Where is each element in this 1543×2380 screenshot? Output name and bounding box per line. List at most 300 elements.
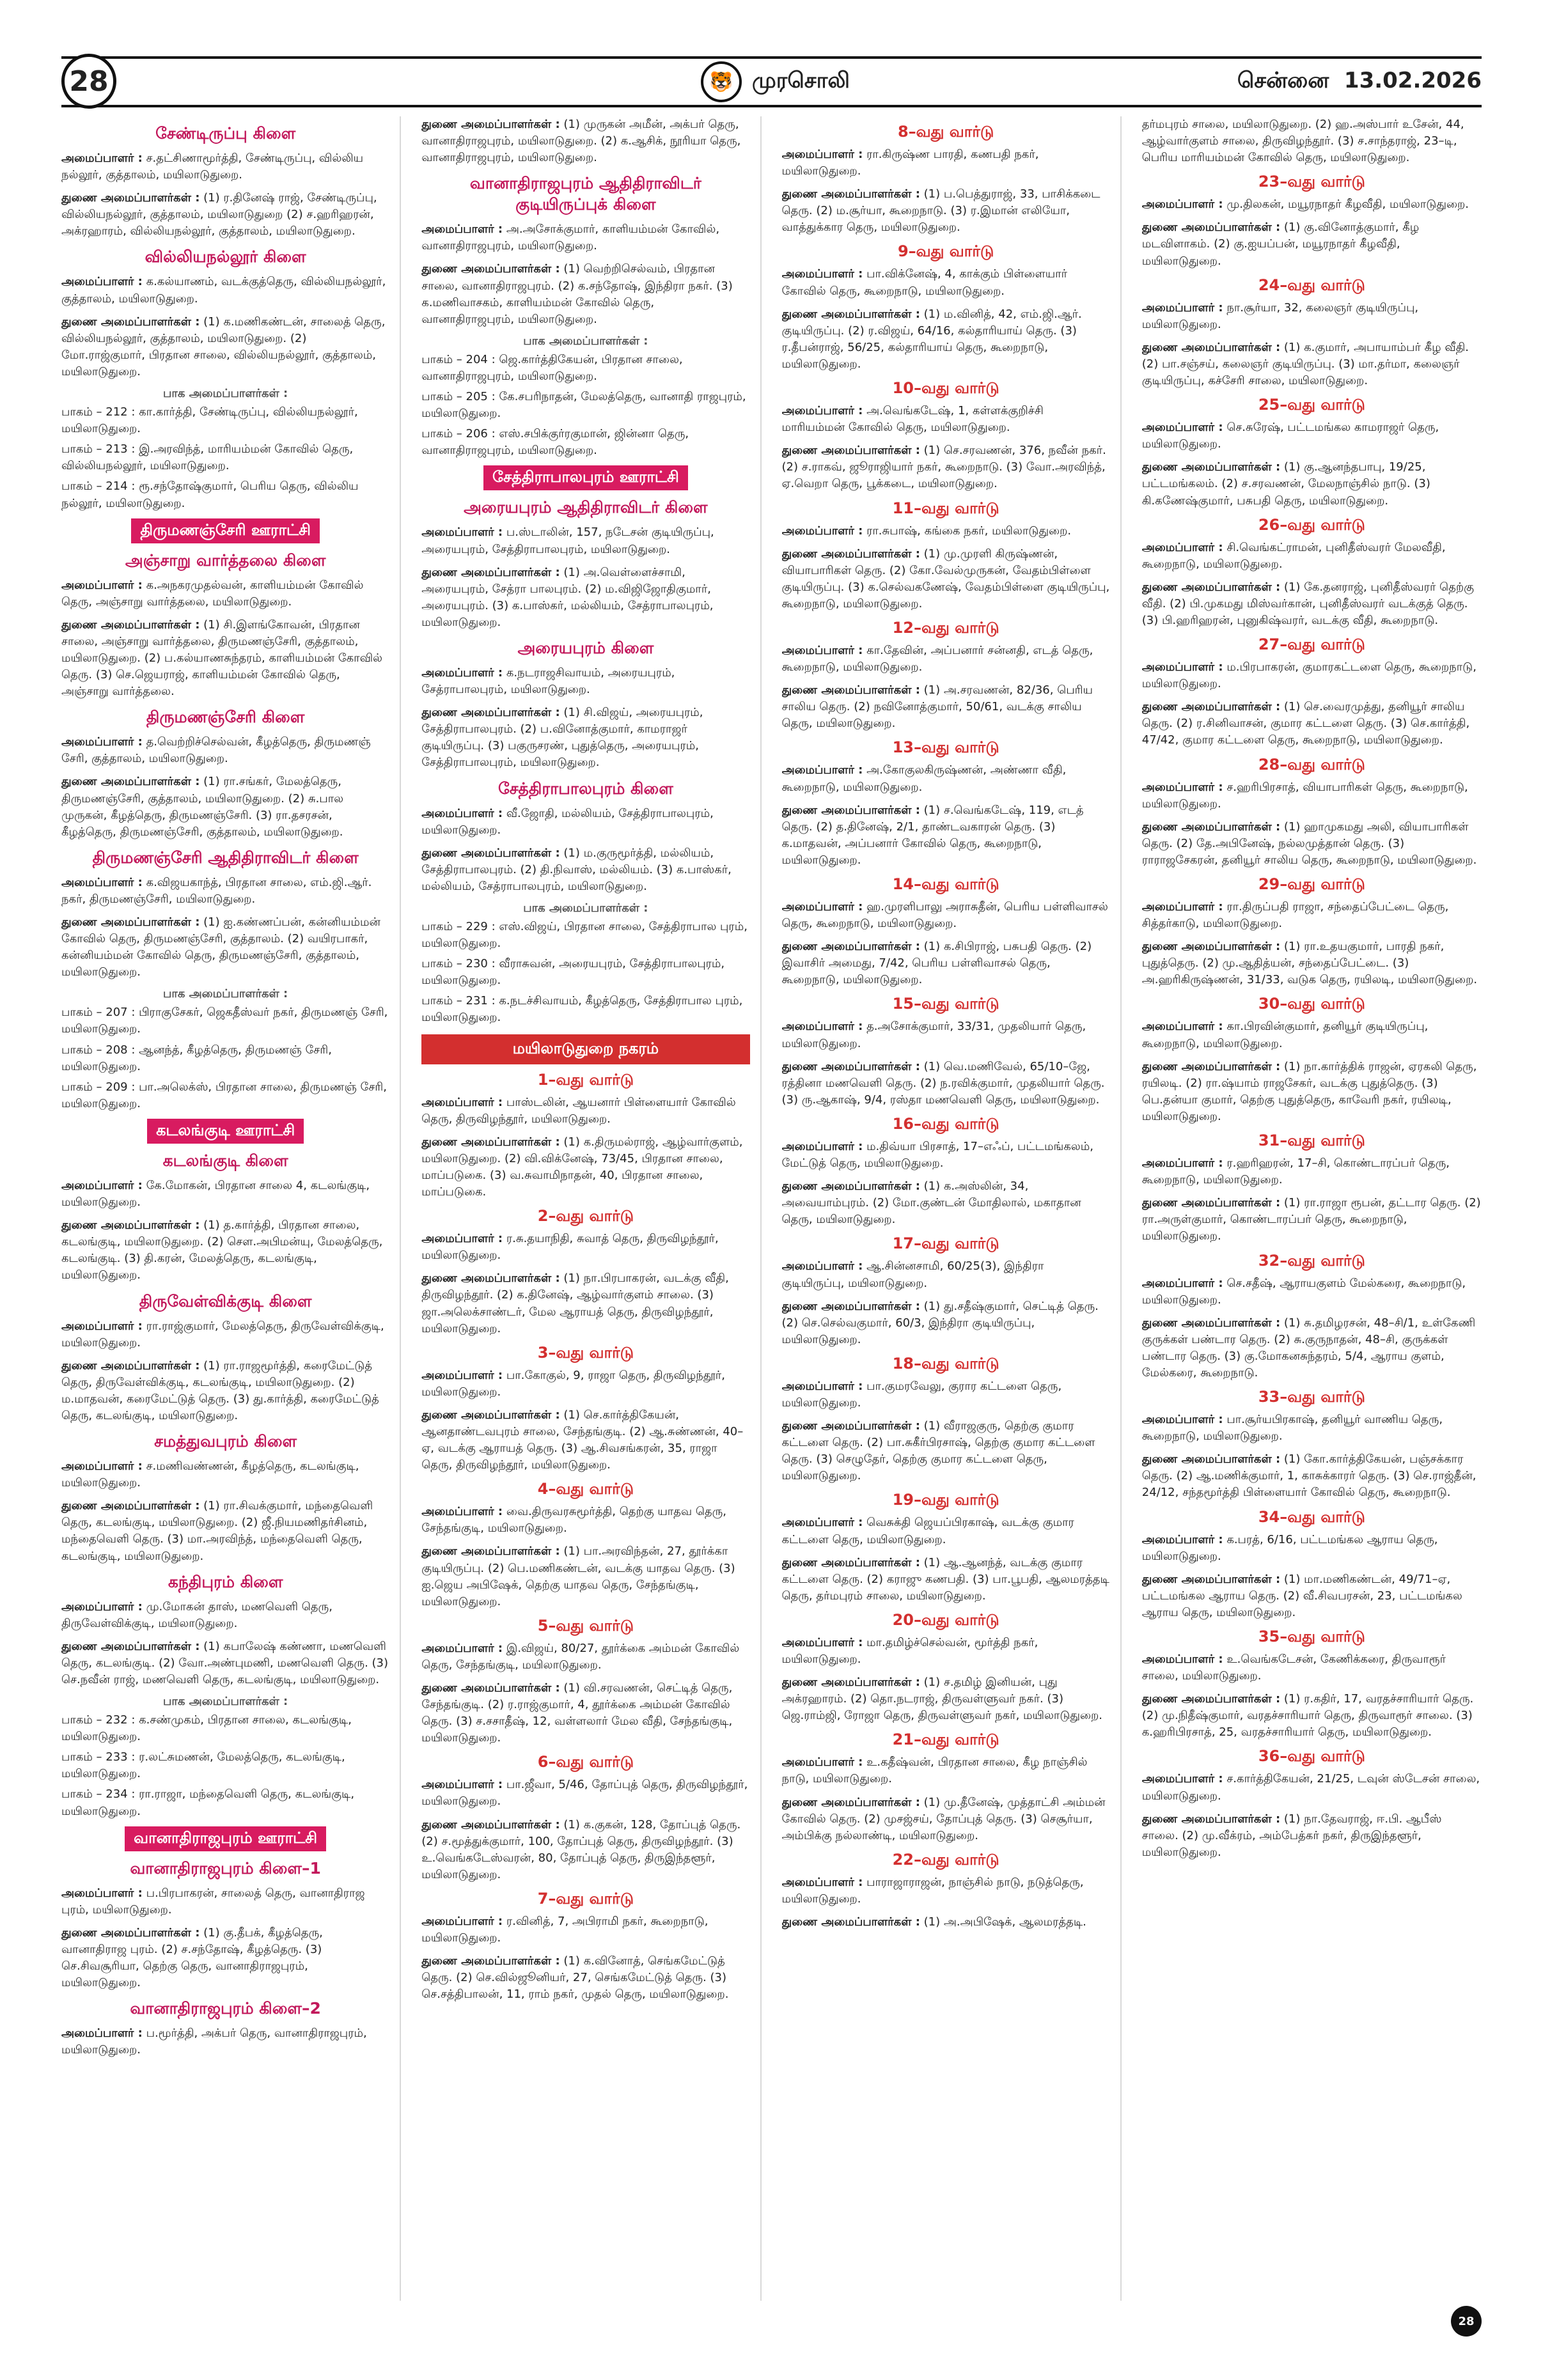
ward-heading: 24–வது வார்டு <box>1258 276 1365 294</box>
role-label: துணை அமைப்பாளர்கள் : <box>1141 1316 1281 1330</box>
entry-text: (1) அ.சரவணன், 82/36, பெரிய சாலிய தெரு. (2) நவினோத்குமார், 50/61, வடக்கு சாலிய தெரு, மயிலாடுதுறை. <box>781 683 1093 731</box>
ward-heading: 19–வது வார்டு <box>892 1491 999 1509</box>
ward-heading: 10–வது வார்டு <box>892 379 999 398</box>
role-label: அமைப்பாளர் : <box>781 148 863 161</box>
role-label: அமைப்பாளர் : <box>781 1635 863 1649</box>
entry-text: (1) செ.சரவணன், 376, நவீன் நகர். (2) ச.ராகவ், ஜூராஜியார் நகர், கூறைநாடு. (3) வோ.அரவிந்த், ஏ.வெறா தெரு, பூக்கடை, மயிலாடுதுறை. <box>781 444 1106 491</box>
deputy-entry <box>782 306 1110 373</box>
role-label: துணை அமைப்பாளர்கள் : <box>1141 1059 1281 1073</box>
entry-text: (1) ச.வெங்கடேஷ், 119, எடத் தெரு. (2) த.தினேஷ், 2/1, தாண்டவகாரன் தெரு. (3) க.மாதவன், அப்பனார் கோவில் தெரு, கூறைநாடு, மயிலாடுதுறை. <box>781 803 1084 867</box>
footer-page-number: 28 <box>1451 2306 1482 2337</box>
deputy-entry <box>421 1270 749 1337</box>
role-label: அமைப்பாளர் : <box>61 1886 143 1900</box>
ward-heading: 30–வது வார்டு <box>1258 995 1365 1013</box>
ward-heading: 16–வது வார்டு <box>892 1114 999 1133</box>
deputy-entry <box>1142 1451 1482 1501</box>
entry-text: மு.மோகன் தாஸ், மணவெளி தெரு, திருவேள்விக்குடி, மயிலாடுதுறை. <box>61 1599 333 1630</box>
entry-text: கா.தேவின், அப்பனார் சன்னதி, எடத் தெரு, கூறைநாடு, மயிலாடுதுறை. <box>781 643 1093 674</box>
entry-text: (1) பா.அரவிந்தன், 27, தூர்க்கா குடியிருப்பு. (2) பெ.மணிகண்டன், வடக்கு யாதவ தெரு. (3) ஐ.ஜெய அபிஷேக், தெற்கு யாதவ தெரு, சேந்தங்குடி, மயிலாடுதுறை. <box>421 1544 735 1608</box>
column-1 <box>61 116 401 2301</box>
role-label: துணை அமைப்பாளர்கள் : <box>421 1817 560 1832</box>
entry-text: ப.ஸ்டாலின், 157, நடேசன் குடியிருப்பு, அரையபுரம், சேத்திராபாலபுரம், மயிலாடுதுறை. <box>421 525 714 556</box>
secretary-entry <box>782 1514 1110 1548</box>
secretary-entry <box>61 1599 389 1632</box>
secretary-entry <box>782 899 1110 932</box>
ward-heading: 35–வது வார்டு <box>1258 1628 1365 1645</box>
role-label: துணை அமைப்பாளர்கள் : <box>781 307 920 321</box>
role-label: அமைப்பாளர் : <box>421 665 503 680</box>
ward-heading: 17–வது வார்டு <box>892 1234 999 1253</box>
entry-text: (1) அ.வெள்ளைச்சாமி, அரையபுரம், சேத்ரா பாலபுரம். (2) ம.விஜிஜோதிகுமார், அரையபுரம். (3) க.பாஸ்கர், மல்லியம், சேத்ராபாலபுரம், மயிலாடுதுறை. <box>421 565 714 629</box>
booth-entry: பாகம் – 232 : க.சண்முகம், பிரதான சாலை, கடலங்குடி, மயிலாடுதுறை. <box>61 1713 352 1744</box>
entry-text: பா.சூர்யபிரகாஷ், தனியூர் வாணிய தெரு, கூறைநாடு, மயிலாடுதுறை. <box>1141 1413 1443 1443</box>
booth-entry: பாகம் – 205 : கே.சபரிநாதன், மேலத்தெரு, வானாதி ராஜபுரம், மயிலாடுதுறை. <box>421 390 746 421</box>
entry-text: க.கல்யாணம், வடக்குத்தெரு, வில்லியநல்லூர், குத்தாலம், மயிலாடுதுறை. <box>61 275 386 306</box>
entry-text: செ.சுரேஷ், பட்டமங்கல காமராஜர் தெரு, மயிலாடுதுறை. <box>1141 421 1439 451</box>
entry-text: (1) ம.குருமூர்த்தி, மல்லியம், சேத்திராபாலபுரம். (2) தி.நிவாஸ், மல்லியம். (3) க.பாஸ்கர், மல்லியம், சேத்ராபாலபுரம், மயிலாடுதுறை. <box>421 846 732 893</box>
role-label: துணை அமைப்பாளர்கள் : <box>421 1272 560 1286</box>
panchayat-banner <box>61 1119 389 1144</box>
secretary-entry <box>61 1458 389 1491</box>
secretary-entry <box>782 1258 1110 1291</box>
booth-heading: பாக அமைப்பாளர்கள் : <box>523 901 648 915</box>
entry-text: ரா.திருப்பதி ராஜா, சந்தைப்பேட்டை தெரு, சித்தர்காடு, மயிலாடுதுறை. <box>1141 900 1449 931</box>
role-label: துணை அமைப்பாளர்கள் : <box>781 1419 920 1433</box>
entry-text: (1) ரா.ராஜமூர்த்தி, கரைமேட்டுத் தெரு, திருவேள்விக்குடி, கடலங்குடி, மயிலாடுதுறை. (2) ம.மாதவன், கரைமேட்டுத் தெரு. (3) து.கார்த்தி, கரைமேட்டுத் தெரு, கடலங்குடி, மயிலாடுதுறை. <box>61 1358 379 1422</box>
role-label: துணை அமைப்பாளர்கள் : <box>61 191 200 205</box>
role-label: அமைப்பாளர் : <box>781 524 863 538</box>
section-heading: கந்திபுரம் கிளை <box>168 1572 283 1591</box>
role-label: துணை அமைப்பாளர்கள் : <box>1141 1812 1281 1826</box>
entry-text: (1) சி.இளங்கோவன், பிரதான சாலை, அஞ்சாறு வார்த்தலை, திருமணஞ்சேரி, குத்தாலம், மயிலாடுதுறை. (2) ப.கல்யாணசுந்தரம், காளியம்மன் கோவில் தெரு. (3) செ.ஜெயராஜ், காளியம்மன் கோவில் தெரு, அஞ்சாறு வார்த்தலை. <box>61 618 382 699</box>
role-label: துணை அமைப்பாளர்கள் : <box>1141 460 1281 474</box>
deputy-entry <box>782 1794 1110 1844</box>
ward-heading: 27–வது வார்டு <box>1258 635 1365 654</box>
deputy-entry <box>1142 1571 1482 1621</box>
secretary-entry <box>1142 196 1482 213</box>
role-label: துணை அமைப்பாளர்கள் : <box>781 1299 920 1313</box>
ward-heading: 2–வது வார்டு <box>537 1207 634 1225</box>
deputy-entry <box>421 1817 749 1883</box>
role-label: துணை அமைப்பாளர்கள் : <box>781 444 920 458</box>
entry-text: சி.வெங்கட்ராமன், புனிதீஸ்வரர் மேலவீதி, கூறைநாடு, மயிலாடுதுறை. <box>1141 540 1446 571</box>
deputy-entry <box>421 1134 749 1201</box>
ward-heading: 9–வது வார்டு <box>897 242 994 261</box>
section-heading: வானாதிராஜபுரம் ஆதிதிராவிடர் குடியிருப்புக் கிளை <box>469 174 701 214</box>
role-label: அமைப்பாளர் : <box>1141 900 1223 914</box>
role-label: அமைப்பாளர் : <box>1141 1653 1223 1666</box>
role-label: துணை அமைப்பாளர்கள் : <box>421 1681 560 1695</box>
entry-text: செ.சதீஷ், ஆராயகுளம் மேல்கரை, கூறைநாடு, மயிலாடுதுறை. <box>1141 1276 1466 1307</box>
ward-heading: 23–வது வார்டு <box>1258 173 1365 191</box>
ward-heading: 7–வது வார்டு <box>537 1889 634 1908</box>
deputy-entry <box>1142 1691 1482 1741</box>
booth-entry: பாகம் – 229 : எஸ்.விஜய், பிரதான சாலை, சேத்திராபால புரம், மயிலாடுதுறை. <box>421 920 748 951</box>
entry-text: (1) ஹாமுகமது அலி, வியாபாரிகள் தெரு. (2) தே.அபினேஷ், நல்லமுத்தான் தெரு. (3) ராராஜசேகரன், தனியூர் சாலிய தெரு, கூறைநாடு, மயிலாடுதுறை. <box>1141 820 1477 867</box>
role-label: துணை அமைப்பாளர்கள் : <box>781 547 920 561</box>
role-label: அமைப்பாளர் : <box>421 222 503 237</box>
entry-text: (1) ரா.ராஜா ரூபன், தட்டார தெரு. (2) ரா.அருள்குமார், கொண்டாரப்பர் தெரு, கூறைநாடு, மயிலாடுதுறை. <box>1141 1196 1481 1243</box>
entry-text: (1) ப.பெத்துராஜ், 33, பாசிக்கடை தெரு. (2) ம.சூர்யா, கூறைநாடு. (3) ர.இமான் எலியோ, வாத்துக்கார தெரு, மயிலாடுதுறை. <box>781 187 1100 235</box>
role-label: துணை அமைப்பாளர்கள் : <box>61 1925 200 1940</box>
role-label: அமைப்பாளர் : <box>781 1755 863 1769</box>
deputy-entry <box>782 938 1110 988</box>
secretary-entry <box>1142 1155 1482 1188</box>
booth-heading: பாக அமைப்பாளர்கள் : <box>163 1695 288 1709</box>
deputy-entry <box>782 802 1110 869</box>
entry-text: ப.மூர்த்தி, அக்பர் தெரு, வானாதிராஜபுரம், மயிலாடுதுறை. <box>61 2026 367 2057</box>
entry-text: (1) வெ.மணிவேல், 65/10–ஜே, ரத்தினா மணவெளி தெரு. (2) ந.ரவிக்குமார், முதலியார் தெரு. (3) ரு.ஆகாஷ், 9/4, ரஸ்தா மணவெளி தெரு, மயிலாடுதுறை. <box>781 1059 1105 1107</box>
role-label: அமைப்பாளர் : <box>1141 421 1223 435</box>
entry-text: மு.திலகன், மயூரநாதர் கீழவீதி, மயிலாடுதுறை. <box>1226 198 1469 212</box>
deputy-entry <box>1142 339 1482 389</box>
secretary-entry <box>421 1777 749 1810</box>
entry-text: ச.ஹரிபிரசாத், வியாபாரிகள் தெரு, கூறைநாடு, மயிலாடுதுறை. <box>1141 780 1468 811</box>
role-label: அமைப்பாளர் : <box>1141 198 1223 212</box>
role-label: அமைப்பாளர் : <box>1141 1772 1223 1786</box>
panchayat-banner-label: கடலங்குடி ஊராட்சி <box>147 1119 304 1144</box>
role-label: துணை அமைப்பாளர்கள் : <box>1141 340 1281 354</box>
entry-text: த.அசோக்குமார், 33/31, முதலியார் தெரு, மயிலாடுதுறை. <box>781 1020 1086 1050</box>
booth-entry: பாகம் – 204 : ஜெ.கார்த்திகேயன், பிரதான சாலை, வானாதிராஜபுரம், மயிலாடுதுறை. <box>421 352 683 383</box>
tiger-logo-icon: 🐯 <box>701 61 742 102</box>
ward-heading: 34–வது வார்டு <box>1258 1507 1365 1526</box>
deputy-entry <box>421 1680 749 1746</box>
entry-text: (1) மு.முரளி கிருஷ்ணன், வியாபாரிகள் தெரு. (2) கோ.வேல்முருகன், வேதம்பிள்ளை குடியிருப்பு. (3) க.செல்வகணேஷ், வேதம்பிள்ளை குடியிருப்பு, கூறைநாடு, மயிலாடுதுறை. <box>781 547 1110 611</box>
entry-text <box>1142 116 1482 166</box>
entry-text: (1) ரா.சிவக்குமார், மந்தைவெளி தெரு, கடலங்குடி, மயிலாடுதுறை. (2) ஜீ.நியமணிதர்சினம், மந்தைவெளி தெரு. (3) மா.அரவிந்த், மந்தைவெளி தெரு, கடலங்குடி, மயிலாடுதுறை. <box>61 1499 373 1563</box>
booth-heading: பாக அமைப்பாளர்கள் : <box>163 987 288 1001</box>
role-label: துணை அமைப்பாளர்கள் : <box>61 1358 200 1373</box>
secretary-entry <box>1142 1532 1482 1565</box>
booth-entry: பாகம் – 233 : ர.லட்சுமணன், மேலத்தெரு, கடலங்குடி, மயிலாடுதுறை. <box>61 1750 345 1781</box>
panchayat-banner-label: சேத்திராபாலபுரம் ஊராட்சி <box>483 465 688 490</box>
section-heading: திருவேள்விக்குடி கிளை <box>139 1291 312 1311</box>
role-label: அமைப்பாளர் : <box>781 1259 863 1273</box>
town-banner: மயிலாடுதுறை நகரம் <box>421 1034 749 1064</box>
role-label: துணை அமைப்பாளர்கள் : <box>1141 940 1281 954</box>
section-heading: வில்லியநல்லூர் கிளை <box>145 247 306 267</box>
role-label: அமைப்பாளர் : <box>781 1379 863 1393</box>
entry-text: (1) வீராஜகுரு, தெற்கு குமார கட்டளை தெரு. (2) பா.சுகீர்பிரசாஷ், தெற்கு குமார கட்டளை தெரு. (3) செழுதேர், தெற்கு குமார கட்டளை தெரு, மயிலாடுதுறை. <box>781 1419 1095 1483</box>
secretary-entry <box>782 1378 1110 1412</box>
entry-text: (1) க.குகன், 128, தோப்புத் தெரு. (2) ச.மூத்துக்குமார், 100, தோப்புத் தெரு, திருவிழந்தூர். (3) உ.வெங்கடேஸ்வரன், 80, தோப்புத் தெரு, திருஇந்தளூர், மயிலாடுதுறை. <box>421 1817 741 1881</box>
ward-heading: 25–வது வார்டு <box>1258 396 1365 414</box>
role-label: அமைப்பாளர் : <box>781 1875 863 1889</box>
role-label: துணை அமைப்பாளர்கள் : <box>781 1059 920 1073</box>
role-label: அமைப்பாளர் : <box>421 1095 503 1109</box>
entry-text: அ.கோகுலகிருஷ்ணன், அண்ணா வீதி, கூறைநாடு, மயிலாடுதுறை. <box>781 763 1067 794</box>
role-label: துணை அமைப்பாளர்கள் : <box>1141 221 1281 235</box>
entry-text: (1) ரா.சங்கர், மேலத்தெரு, திருமணஞ்சேரி, குத்தாலம், மயிலாடுதுறை. (2) சு.பால முருகன், கீழத்தெரு, திருமணஞ்சேரி. (3) ரா.தசரசன், கீழத்தெரு, திருமணஞ்சேரி, குத்தாலம், மயிலாடுதுறை. <box>61 775 344 839</box>
section-heading: வானாதிராஜபுரம் கிளை–1 <box>130 1858 321 1878</box>
ward-heading: 12–வது வார்டு <box>892 618 999 637</box>
role-label: துணை அமைப்பாளர்கள் : <box>781 187 920 201</box>
secretary-entry <box>1142 419 1482 453</box>
deputy-entry <box>1142 459 1482 509</box>
entry-text: (1) ச.தமிழ் இனியன், புது அக்ரஹாரம். (2) தொ.நடராஜ், திருவள்ளுவர் நகர். (3) ஜெ.ராம்ஜி, ரோஜா தெரு, திருவள்ளுவர் நகர், மயிலாடுதுறை. <box>781 1676 1103 1723</box>
city-date: சென்னை 13.02.2026 <box>1237 68 1482 93</box>
entry-text: தர்மபுரம் சாலை, மயிலாடுதுறை. (2) ஹ.அஸ்பார் உசேன், 44, ஆழ்வார்குளம் சாலை, திருவிழந்தூர். (3) ச.சாந்தராஜ், 23–டி, பெரிய மாரியம்மன் கோவில் தெரு, மயிலாடுதுறை. <box>1141 118 1464 165</box>
entry-text: (1) க.குமார், அபாயாம்பர் கீழ வீதி. (2) பா.சஞ்சய், கலைஞர் குடியிருப்பு. (3) மா.தர்மா, கலைஞர் குடியிருப்பு, கச்சேரி சாலை, மயிலாடுதுறை. <box>1141 340 1469 388</box>
entry-text: (1) வி.சரவணன், செட்டித் தெரு, சேந்தங்குடி. (2) ர.ராஜ்குமார், 4, தூர்க்கை அம்மன் கோவில் தெரு. (3) ச.சசாதீஷ், 12, வள்ளலார் மேல வீதி, சேந்தங்குடி, மயிலாடுதுறை. <box>421 1681 733 1745</box>
secretary-entry <box>1142 1412 1482 1445</box>
role-label: துணை அமைப்பாளர்கள் : <box>421 1135 560 1149</box>
section-heading: அஞ்சாறு வார்த்தலை கிளை <box>125 550 326 570</box>
deputy-entry <box>1142 219 1482 269</box>
entry-text: ஆ.சின்னசாமி, 60/25(3), இந்திரா குடியிருப்பு, மயிலாடுதுறை. <box>781 1259 1044 1290</box>
deputy-entry <box>1142 819 1482 869</box>
secretary-entry <box>61 274 389 307</box>
entry-text: த.வெற்றிச்செல்வன், கீழத்தெரு, திருமணஞ் சேரி, குத்தாலம், மயிலாடுதுறை. <box>61 735 371 766</box>
section-heading: அரையபுரம் கிளை <box>517 638 654 657</box>
role-label: அமைப்பாளர் : <box>421 1778 503 1792</box>
secretary-entry <box>61 875 389 908</box>
entry-text: இ.விஜய், 80/27, தூர்க்கை அம்மன் கோவில் தெரு, சேந்தங்குடி, மயிலாடுதுறை. <box>421 1641 740 1672</box>
secretary-entry <box>782 1018 1110 1052</box>
secretary-entry <box>421 1231 749 1264</box>
role-label: துணை அமைப்பாளர்கள் : <box>781 1795 920 1809</box>
role-label: அமைப்பாளர் : <box>1141 540 1223 554</box>
deputy-entry <box>61 1358 389 1424</box>
role-label: துணை அமைப்பாளர்கள் : <box>781 803 920 817</box>
entry-text: (1) ர.தினேஷ் ராஜ், சேண்டிருப்பு, வில்லியநல்லூர், குத்தாலம், மயிலாடுதுறை (2) ச.ஹரிஹரன், அக்ரஹாரம், வில்லியநல்லூர், குத்தாலம், மயிலாடுதுறை. <box>61 191 377 238</box>
newspaper-name: முரசொலி <box>752 68 850 93</box>
booth-heading: பாக அமைப்பாளர்கள் : <box>523 334 648 348</box>
role-label: அமைப்பாளர் : <box>421 1232 503 1246</box>
entry-text: ஹ.முரளிபாலு அராசுதீன், பெரிய பள்ளிவாசல் தெரு, கூறைநாடு, மயிலாடுதுறை. <box>781 900 1108 931</box>
entry-text: ம.பிரபாகரன், குமாரகட்டளை தெரு, கூறைநாடு, மயிலாடுதுறை. <box>1141 660 1476 691</box>
role-label: அமைப்பாளர் : <box>781 1020 863 1034</box>
secretary-entry <box>421 805 749 839</box>
column-2 <box>421 116 761 2301</box>
role-label: துணை அமைப்பாளர்கள் : <box>1141 820 1281 834</box>
secretary-entry <box>421 1504 749 1537</box>
ward-heading: 28–வது வார்டு <box>1258 755 1365 774</box>
entry-text: (1) க.வினோத், செங்கமேட்டுத் தெரு. (2) செ.வில்ஜூனியர், 27, செங்கமேட்டுத் தெரு. (3) செ.சத்திபாலன், 11, ராம் நகர், முதல் தெரு, மயிலாடுதுறை. <box>421 1954 729 2002</box>
entry-text: ரா.சுபாஷ், கங்கை நகர், மயிலாடுதுறை. <box>866 524 1072 538</box>
entry-text: ர.ஹரிஹரன், 17–சி, கொண்டாரப்பர் தெரு, கூறைநாடு, மயிலாடுதுறை. <box>1141 1156 1450 1187</box>
role-label: துணை அமைப்பாளர்கள் : <box>421 846 560 860</box>
role-label: துணை அமைப்பாளர்கள் : <box>421 1408 560 1422</box>
role-label: அமைப்பாளர் : <box>61 875 143 889</box>
entry-text: (1) ஆ.ஆனந்த், வடக்கு குமார கட்டளை தெரு. (2) கராஜு கணபதி. (3) பா.பூபதி, ஆலமரத்தடி தெரு, தர்மபுரம் சாலை, மயிலாடுதுறை. <box>781 1555 1109 1603</box>
entry-text: (1) நா.தேவராஜ், ஈ.பி. ஆபீஸ் சாலை. (2) மு.வீக்ரம், அம்பேத்கர் நகர், திருஇந்தளூர், மயிலாடுதுறை. <box>1141 1812 1442 1859</box>
booth-entry: பாகம் – 209 : பா.அலெக்ஸ், பிரதான சாலை, திருமணஞ் சேரி, மயிலாடுதுறை. <box>61 1080 387 1110</box>
role-label: அமைப்பாளர் : <box>1141 1413 1223 1427</box>
section-heading: அரையபுரம் ஆதிதிராவிடர் கிளை <box>464 498 708 517</box>
deputy-entry <box>782 186 1110 236</box>
entry-text: மா.தமிழ்ச்செல்வன், மூர்த்தி நகர், மயிலாடுதுறை. <box>781 1635 1038 1666</box>
ward-heading: 22–வது வார்டு <box>892 1850 999 1869</box>
entry-text: உ.வெங்கடேசன், கேணிக்கரை, திருவாரூர் சாலை, மயிலாடுதுறை. <box>1141 1653 1446 1683</box>
entry-text: (1) ஐ.கண்ணப்பன், கன்னியம்மன் கோவில் தெரு, திருமணஞ்சேரி, குத்தாலம். (2) வயிரபாகர், கன்னியம்மன் கோவில் தெரு, திருமணஞ்சேரி, குத்தாலம், மயிலாடுதுறை. <box>61 915 380 979</box>
entry-text: (1) த.கார்த்தி, பிரதான சாலை, கடலங்குடி, மயிலாடுதுறை. (2) சௌ.அபிமன்யு, மேலத்தெரு, கடலங்குடி. (3) தி.கரன், மேலத்தெரு, கடலங்குடி, மயிலாடுதுறை. <box>61 1218 383 1282</box>
panchayat-banner <box>61 1826 389 1851</box>
role-label: அமைப்பாளர் : <box>1141 1532 1223 1546</box>
entry-text: (1) முருகன் அமீன், அக்பர் தெரு, வானாதிராஜபுரம், மயிலாடுதுறை. (2) க.ஆசிக், நூரியா தெரு, வானாதிராஜபுரம், மயிலாடுதுறை. <box>421 118 741 165</box>
section-heading: திருமணஞ்சேரி கிளை <box>146 708 305 727</box>
entry-text: (1) சு.தமிழரசன், 48–சி/1, உள்கேணி குருக்கள் பண்டார தெரு. (2) சு.குருநாதன், 48–சி, குருக்கள் பண்டார தெரு. (3) கு.மோகனசுந்தரம், 5/4, ஆராய குளம், மேல்கரை, கூறைநாடு. <box>1141 1316 1476 1380</box>
secretary-entry <box>782 523 1110 540</box>
ward-heading: 33–வது வார்டு <box>1258 1388 1365 1406</box>
role-label: துணை அமைப்பாளர்கள் : <box>1141 1452 1281 1466</box>
secretary-entry <box>1142 540 1482 573</box>
entry-text: (1) ரா.உதயகுமார், பாரதி நகர், புதுத்தெரு. (2) மு.ஆதித்யன், சந்தைப்பேட்டை. (3) அ.ஹரிகிருஷ்ணன், 31/33, வடுக தெரு, ரயிலடி, மயிலாடுதுறை. <box>1141 940 1478 987</box>
entry-text: வீ.ஜோதி, மல்லியம், சேத்திராபாலபுரம், மயிலாடுதுறை. <box>421 806 714 837</box>
ward-heading: 15–வது வார்டு <box>892 995 999 1013</box>
ward-heading: 21–வது வார்டு <box>892 1731 999 1749</box>
deputy-entry <box>61 774 389 840</box>
deputy-entry <box>782 546 1110 612</box>
deputy-entry <box>782 442 1110 492</box>
entry-text: (1) கோ.கார்த்திகேயன், பஞ்சக்கார தெரு. (2) ஆ.மணிக்குமார், 1, காசுக்காரர் தெரு. (3) செ.ராஜ்தீன், 24/12, சந்தமூர்த்தி பிள்ளையார் கோவில் தெரு, கூறைநாடு. <box>1141 1452 1476 1500</box>
ward-heading: 14–வது வார்டு <box>892 875 999 893</box>
entry-text: அ.அசோக்குமார், காளியம்மன் கோவில், வானாதிராஜபுரம், மயிலாடுதுறை. <box>421 222 720 253</box>
ward-heading: 32–வது வார்டு <box>1258 1251 1365 1270</box>
deputy-entry <box>421 845 749 895</box>
role-label: அமைப்பாளர் : <box>421 806 503 820</box>
entry-text: வெசுக்தி ஜெயப்பிரகாஷ், வடக்கு குமார கட்டளை தெரு, மயிலாடுதுறை. <box>781 1516 1074 1546</box>
panchayat-banner-label: வானாதிராஜபுரம் ஊராட்சி <box>125 1826 326 1851</box>
entry-text: ம.திவ்யா பிரசாத், 17–எஃப், பட்டமங்கலம், மேட்டுத் தெரு, மயிலாடுதுறை. <box>781 1139 1093 1171</box>
ward-heading: 1–வது வார்டு <box>537 1070 634 1089</box>
secretary-entry <box>782 1754 1110 1787</box>
role-label: அமைப்பாளர் : <box>1141 1276 1223 1290</box>
column-4 <box>1142 116 1482 2301</box>
deputy-entry <box>421 1953 749 2003</box>
entry-text: (1) நா.கார்த்திக் ராஜன், ஏரகலி தெரு, ரயிலடி. (2) ரா.ஷ்யாம் ராஜசேகர், வடக்கு புதுத்தெரு. (3) பெ.தன்யா குமார், தெற்கு புதுத்தெரு, காவேரி நகர், ரயிலடி, மயிலாடுதுறை. <box>1141 1059 1477 1123</box>
entry-text: பா.விக்னேஷ், 4, காக்கும் பிள்ளையார் கோவில் தெரு, கூறைநாடு, மயிலாடுதுறை. <box>781 267 1067 298</box>
booth-entry: பாகம் – 207 : பிராகுசேகர், ஜெகதீஸ்வர் நகர், திருமணஞ் சேரி, மயிலாடுதுறை. <box>61 1006 388 1036</box>
entry-text: க.அநகரமுதல்வன், காளியம்மன் கோவில் தெரு, அஞ்சாறு வார்த்தலை, மயிலாடுதுறை. <box>61 578 364 609</box>
secretary-entry <box>782 1874 1110 1908</box>
entry-text: பாஸ்டலின், ஆயனார் பிள்ளையார் கோவில் தெரு, திருவிழந்தூர், மயிலாடுதுறை. <box>421 1095 736 1126</box>
entry-text: ரா.ராஜ்குமார், மேலத்தெரு, திருவேள்விக்குடி, மயிலாடுதுறை. <box>61 1319 384 1349</box>
ward-heading: 31–வது வார்டு <box>1258 1132 1365 1150</box>
entry-text: (1) மு.தீனேஷ், முத்தாட்சி அம்மன் கோவில் தெரு. (2) முசஜ்சய், தோப்புத் தெரு. (3) செசூர்யா, அம்பிக்கு நல்லாண்டி, மயிலாடுதுறை. <box>781 1795 1106 1842</box>
secretary-entry <box>1142 779 1482 813</box>
role-label: துணை அமைப்பாளர்கள் : <box>781 940 920 954</box>
role-label: அமைப்பாளர் : <box>1141 1156 1223 1171</box>
page-number-badge: 28 <box>61 54 116 109</box>
deputy-entry <box>421 704 749 771</box>
role-label: அமைப்பாளர் : <box>61 275 143 289</box>
panchayat-banner-label: திருமணஞ்சேரி ஊராட்சி <box>131 518 320 543</box>
deputy-entry <box>1142 1059 1482 1125</box>
role-label: துணை அமைப்பாளர்கள் : <box>421 1544 560 1559</box>
role-label: அமைப்பாளர் : <box>781 900 863 914</box>
role-label: துணை அமைப்பாளர்கள் : <box>61 618 200 632</box>
deputy-entry <box>61 1498 389 1564</box>
secretary-entry <box>421 1094 749 1128</box>
role-label: துணை அமைப்பாளர்கள் : <box>61 775 200 789</box>
deputy-entry <box>421 1543 749 1610</box>
role-label: துணை அமைப்பாளர்கள் : <box>781 1915 920 1929</box>
ward-heading: 36–வது வார்டு <box>1258 1747 1365 1766</box>
entry-text: (1) க.திருமல்ராஜ், ஆழ்வார்குளம், மயிலாடுதுறை. (2) வி.விக்னேஷ், 73/45, பிரதான சாலை, மாப்படுகை. (3) வ.சுவாமிநாதன், 40, பிரதான சாலை, மாப்படுகை. <box>421 1135 743 1199</box>
role-label: அமைப்பாளர் : <box>61 735 143 749</box>
masthead <box>701 61 850 102</box>
entry-text: (1) ம.வினித், 42, எம்.ஜி.ஆர். குடியிருப்பு. (2) ர.விஜய், 64/16, கல்தாரியாய் தெரு. (3) ர.தீபன்ராஜ், 56/25, கல்தாரியாய் தெரு, கூறைநாடு, மயிலாடுதுறை. <box>781 307 1082 371</box>
booth-entry: பாகம் – 213 : இ.அரவிந்த், மாரியம்மன் கோவில் தெரு, வில்லியநல்லூர், மயிலாடுதுறை. <box>61 442 354 473</box>
section-heading: சேத்திராபாலபுரம் கிளை <box>497 779 673 798</box>
secretary-entry <box>421 1913 749 1947</box>
role-label: துணை அமைப்பாளர்கள் : <box>1141 1572 1281 1586</box>
booth-entry: பாகம் – 212 : கா.கார்த்தி, சேண்டிருப்பு, வில்லியநல்லூர், மயிலாடுதுறை. <box>61 405 358 436</box>
secretary-entry <box>421 524 749 557</box>
secretary-entry <box>782 642 1110 676</box>
secretary-entry <box>61 1178 389 1211</box>
secretary-entry <box>782 403 1110 436</box>
deputy-entry <box>782 1555 1110 1605</box>
deputy-entry <box>1142 579 1482 629</box>
role-label: அமைப்பாளர் : <box>781 404 863 418</box>
entry-text: பாராஜாராஜன், நாஞ்சில் நாடு, நடுத்தெரு, மயிலாடுதுறை. <box>781 1875 1084 1906</box>
secretary-entry <box>421 1367 749 1401</box>
ward-heading: 13–வது வார்டு <box>892 738 999 757</box>
role-label: துணை அமைப்பாளர்கள் : <box>61 915 200 929</box>
role-label: துணை அமைப்பாளர்கள் : <box>421 565 560 579</box>
secretary-entry <box>421 665 749 698</box>
deputy-entry <box>1142 699 1482 749</box>
entry-text: பா.குமரவேலு, குரார கட்டளை தெரு, மயிலாடுதுறை. <box>781 1379 1062 1410</box>
ward-heading: 20–வது வார்டு <box>892 1610 999 1629</box>
secretary-entry <box>61 577 389 611</box>
entry-text: (1) வெற்றிசெல்வம், பிரதான சாலை, வானாதிராஜபுரம். (2) க.சந்தோஷ், இந்திரா நகர். (3) க.மணிவாசகம், காளியம்மன் கோவில் தெரு, வானாதிராஜபுரம், மயிலாடுதுறை. <box>421 262 733 326</box>
entry-text: கே.மோகன், பிரதான சாலை 4, கடலங்குடி, மயிலாடுதுறை. <box>61 1178 370 1209</box>
booth-entry: பாகம் – 230 : வீராசுவன், அரையபுரம், சேத்திராபாலபுரம், மயிலாடுதுறை. <box>421 957 725 988</box>
entry-text: ப.பிரபாகரன், சாலைத் தெரு, வானாதிராஜ புரம், மயிலாடுதுறை. <box>61 1886 365 1917</box>
deputy-entry <box>1142 1315 1482 1381</box>
secretary-entry <box>421 221 749 254</box>
secretary-entry <box>782 1139 1110 1172</box>
ward-heading: 3–வது வார்டு <box>537 1343 634 1362</box>
deputy-entry <box>1142 1811 1482 1861</box>
ward-heading: 8–வது வார்டு <box>897 123 994 141</box>
entry-text: நா.சூர்யா, 32, கலைஞர் குடியிருப்பு, மயிலாடுதுறை. <box>1141 300 1419 331</box>
entry-text: ர.சு.தயாநிதி, சுவாத் தெரு, திருவிழந்தூர், மயிலாடுதுறை. <box>421 1232 719 1263</box>
entry-text: (1) கு.தீபக், கீழத்தெரு, வானாதிராஜ புரம். (2) ச.சந்தோஷ், கீழத்தெரு. (3) செ.சிவசூரியா, தெற்கு தெரு, வானாதிராஜபுரம், மயிலாடுதுறை. <box>61 1925 323 1990</box>
booth-heading: பாக அமைப்பாளர்கள் : <box>163 387 288 401</box>
entry-text: ர.வினித், 7, அபிராமி நகர், கூறைநாடு, மயிலாடுதுறை. <box>421 1914 709 1945</box>
secretary-entry <box>782 146 1110 180</box>
deputy-entry <box>61 1217 389 1284</box>
secretary-entry <box>1142 659 1482 692</box>
role-label: அமைப்பாளர் : <box>781 643 863 657</box>
role-label: துணை அமைப்பாளர்கள் : <box>781 1676 920 1690</box>
deputy-entry <box>61 314 389 380</box>
secretary-entry <box>61 1885 389 1918</box>
entry-text: ரா.கிருஷ்ண பாரதி, கணபதி நகர், மயிலாடுதுறை. <box>781 148 1039 178</box>
role-label: துணை அமைப்பாளர்கள் : <box>781 1555 920 1569</box>
role-label: அமைப்பாளர் : <box>1141 660 1223 674</box>
role-label: துணை அமைப்பாளர்கள் : <box>781 683 920 697</box>
panchayat-banner <box>421 465 749 490</box>
ward-heading: 5–வது வார்டு <box>537 1616 634 1635</box>
deputy-entry <box>1142 1195 1482 1245</box>
entry-text: (1) மா.மணிகண்டன், 49/71–ஏ, பட்டமங்கல ஆராய தெரு. (2) வீ.சிவபரசன், 23, பட்டமங்கல ஆராய தெரு, மயிலாடுதுறை. <box>1141 1572 1462 1619</box>
booth-entry: பாகம் – 234 : ரா.ராஜா, மந்தைவெளி தெரு, கடலங்குடி, மயிலாடுதுறை. <box>61 1787 355 1818</box>
entry-text: (1) க.சிபிராஜ், பசுபதி தெரு. (2) இவாசிர் அமைது, 7/42, பெரிய பள்ளிவாசல் தெரு, கூறைநாடு, மயிலாடுதுறை. <box>781 940 1092 987</box>
entry-text: ச.தட்சிணாமூர்த்தி, சேண்டிருப்பு, வில்லிய நல்லூர், குத்தாலம், மயிலாடுதுறை. <box>61 152 364 182</box>
entry-text: ச.மணிவண்ணன், கீழத்தெரு, கடலங்குடி, மயிலாடுதுறை. <box>61 1459 359 1490</box>
column-3 <box>782 116 1122 2301</box>
entry-text: (1) செ.வைரமுத்து, தனியூர் சாலிய தெரு. (2) ர.சினிவாசன், குமார கட்டளை தெரு. (3) செ.கார்த்தி, 47/42, குமார கட்டளை தெரு, கூறைநாடு, மயிலாடுதுறை. <box>1141 700 1470 747</box>
page-header <box>61 56 1482 107</box>
role-label: அமைப்பாளர் : <box>1141 780 1223 794</box>
role-label: அமைப்பாளர் : <box>781 267 863 281</box>
